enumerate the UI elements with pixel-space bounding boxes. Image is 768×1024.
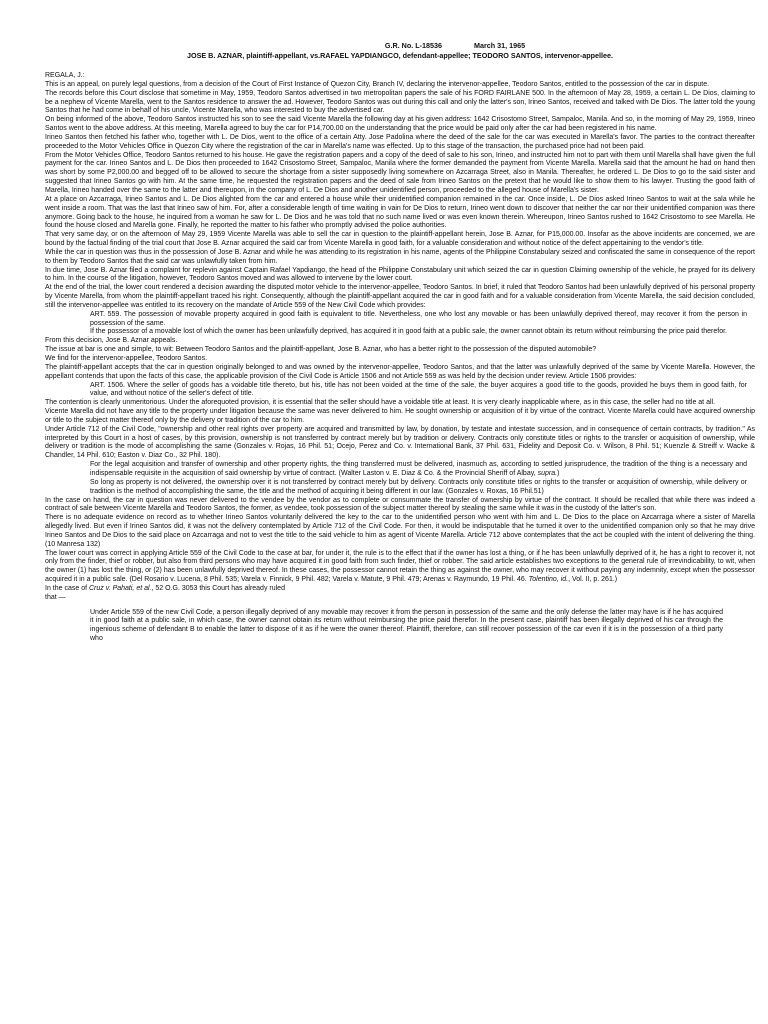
author-line: REGALA, J.: <box>45 72 85 79</box>
paragraph: The contention is clearly unmeritorious. Under the aforequoted provision, it is essential that the seller should have a voidable title at least. It is very clearly inapplicable where, as in this case, the seller had no title at all. <box>45 399 716 407</box>
case-date: March 31, 1965 <box>473 41 526 50</box>
block-quote: Under Article 559 of the new Civil Code, a person illegally deprived of any movable may recover it from the person in possession of the same and the only defense the latter may have is if he has acquired it in good faith at a public sale, in which case, the owner cannot obtain its return without reimbursing the price paid therefor. In the present case, plaintiff has been illegally deprived of his car through the ingenious scheme of defendant B to enable the latter to dispose of it as if he were the owner thereof. Plaintiff, therefore, can still recover possession of the car even if it is in the possession of a third party who <box>90 608 723 643</box>
quoted-jurisprudence: For the legal acquisition and transfer of ownership and other property rights, the thing transferred must be delivered, inasmuch as, according to settled jurisprudence, the tradition of the thing is a necessary and indispensable requisite in the acquisition of said ownership by virtue of contract. (Walter Laston v. E. Diaz & Co. & the Provincial Sheriff of Albay, supra.) <box>90 461 747 477</box>
paragraph: In due time, Jose B. Aznar filed a complaint for replevin against Captain Rafael Yapdiango, the head of the Philippine Constabulary unit which seized the car in question Claiming ownership of the vehicle, he prayed for its delivery to him. In the course of the litigation, however, Teodoro Santos moved and was allowed to intervene by the lower court. <box>45 266 755 283</box>
paragraph: This is an appeal, on purely legal questions, from a decision of the Court of First Instance of Quezon City, Branch IV, declaring the intervenor-appellee, Teodoro Santos, entitled to the possession of the car in dispute. <box>45 80 710 88</box>
case-parties: JOSE B. AZNAR, plaintiff-appellant, vs.RAFAEL YAPDIANGCO, defendant-appellee; TEODORO SANTOS, intervenor-appellee. <box>187 50 613 60</box>
paragraph: The records before this Court disclose that sometime in May, 1959, Teodoro Santos advertised in two metropolitan papers the sale of his FORD FAIRLANE 500. In the afternoon of May 28, 1959, a certain L. De Dios, claiming to be a nephew of Vicente Marella, went to the Santos residence to answer the ad. However, Teodoro Santos was out during this call and only the latter's son, Irineo Santos, received and talked with De Dios. The latter told the young Santos that he had come in behalf of his uncle, Vicente Marella, who was interested to buy the advertised car. <box>45 89 755 115</box>
paragraph: On being informed of the above, Teodoro Santos instructed his son to see the said Vicente Marella the following day at his given address: 1642 Crisostomo Street, Sampaloc, Manila. And so, in the morning of May 29, 1959, Irineo Santos went to the above address. At this meeting, Marella agreed to buy the car for P14,700.00 on the understanding that the price would be paid only after the car had been registered in his name. <box>45 116 755 133</box>
paragraph: At the end of the trial, the lower court rendered a decision awarding the disputed motor vehicle to the intervenor-appellee, Teodoro Santos. In brief, it ruled that Teodoro Santos had been unlawfully deprived of his personal property by Vicente Marella, from whom the plaintiff-appellant traced his right. Consequently, although the plaintiff-appellant acquired the car in good faith and for a valuable consideration from Vicente Marella, the said decision concluded, still the intervenor-appellee was entitled to its recovery on the mandate of Article 559 of the New Civil Code which provides: <box>45 284 755 309</box>
paragraph: Vicente Marella did not have any title to the property under litigation because the same was never delivered to him. He sought ownership or acquisition of it by virtue of the contract. Vicente Marella could have acquired ownership or title to the subject matter thereof only by the delivery or tradition of the car to him. <box>45 408 755 424</box>
paragraph: The lower court was correct in applying Article 559 of the Civil Code to the case at bar, for under it, the rule is to the effect that if the owner has lost a thing, or if he has been unlawfully deprived of it, he has a right to recover it, not only from the finder, thief or robber, but also from third persons who may have acquired it in good faith from such finder, thief or robber. The said article establishes two exceptions to the general rule of irrevindicability, to wit, when the owner (1) has lost the thing, or (2) has been unlawfully deprived thereof. In these cases, the possessor cannot retain the thing as against the owner, who may recover it without paying any indemnity, except when the possessor acquired it in a public sale. (Del Rosario v. Lucena, 8 Phil. 535; Varela v. Finnick, 9 Phil. 482; Varela v. Matute, 9 Phil. 479; Arenas v. Raymundo, 19 Phil. 46. Tolentino, id., Vol. II, p. 261.) <box>45 549 755 584</box>
paragraph: The issue at bar is one and simple, to wit: Between Teodoro Santos and the plaintiff-appellant, Jose B. Aznar, who has a better right to the possession of the disputed automobile? <box>45 346 597 354</box>
quoted-jurisprudence: So long as property is not delivered, the ownership over it is not transferred by contract merely but by delivery. Contracts only constitute titles or rights to the transfer or acquisition of ownership, while delivery or tradition is the method of accomplishing the same, the title and the method of acquiring it being different in our law. (Gonzales v. Roxas, 16 Phil.51) <box>90 478 747 495</box>
case-number: G.R. No. L-18536 <box>384 41 442 50</box>
quoted-article: If the possessor of a movable lost of which the owner has been unlawfully deprived, has acquired it in good faith at a public sale, the owner cannot obtain its return without reimbursing the price paid therefor. <box>90 328 727 336</box>
paragraph: In the case of Cruz v. Pahati, et al., 52 O.G. 3053 this Court has already ruled that — <box>45 584 285 601</box>
paragraph: At a place on Azcarraga, Irineo Santos and L. De Dios alighted from the car and entered a house while their unidentified companion remained in the car. Once inside, L. De Dios asked Irineo Santos to wait at the sala while he went inside a room. That was the last that Irineo saw of him. For, after a considerable length of time waiting in vain for De Dios to return, Irineo went down to discover that neither the car nor their unidentified companion was there anymore. Going back to the house, he inquired from a woman he saw for L. De Dios and he was told that no such name lived or was even known therein. Whereupon, Irineo Santos rushed to 1642 Crisostomo to see Marella. He found the house closed and Marella gone. Finally, he reported the matter to his father who promptly advised the police authorities. <box>45 195 755 230</box>
quoted-article: ART. 1506. Where the seller of goods has a voidable title thereto, but his, title has not been voided at the time of the sale, the buyer acquires a good title to the goods, provided he buys them in good faith, for value, and without notice of the seller's defect of title. <box>90 381 747 398</box>
paragraph: Under Article 712 of the Civil Code, "ownership and other real rights over property are acquired and transmitted by law, by donation, by testate and intestate succession, and in consequence of certain contracts, by tradition." As interpreted by this Court in a host of cases, by this provision, ownership is not transferred by contract merely but by tradition or delivery. Contracts only constitute titles or rights to the transfer or acquisition of ownership, while delivery or tradition is the mode of accomplishing the same (Gonzales v. Rojas, 16 Phil. 51; Ocejo, Perez and Co. v. International Bank, 37 Phil. 631, Fidelity and Deposit Co. v. Wilson, 8 Phil. 51; Kuenzle & Streiff v. Wacke & Chandler, 14 Phil. 610; Easton v. Diaz Co., 32 Phil. 180). <box>45 425 755 460</box>
quoted-article: ART. 559. The possession of movable property acquired in good faith is equivalent to title. Nevertheless, one who lost any movable or has been unlawfully deprived thereof, may recover it from the person in possession of the same. <box>90 310 747 327</box>
paragraph: Irineo Santos then fetched his father who, together with L. De Dios, went to the office of a certain Atty. Jose Padolina where the deed of the sale for the car was executed in Marella's favor. The parties to the contract thereafter proceeded to the Motor Vehicles Office in Quezon City where the registration of the car in Marella's name was effected. Up to this stage of the transaction, the purchased price had not been paid. <box>45 133 755 150</box>
paragraph: The plaintiff-appellant accepts that the car in question originally belonged to and was owned by the intervenor-appellee, Teodoro Santos, and that the latter was unlawfully deprived of the same by Vicente Marella. However, the appellant contends that upon the facts of this case, the applicable provision of the Civil Code is Article 1506 and not Article 559 as was held by the decision under review. Article 1506 provides: <box>45 363 755 380</box>
paragraph: From this decision, Jose B. Aznar appeals. <box>45 337 178 345</box>
paragraph: That very same day, or on the afternoon of May 29, 1959 Vicente Marella was able to sell the car in question to the plaintiff-appellant herein, Jose B. Aznar, for P15,000.00. Insofar as the above incidents are concerned, we are bound by the factual finding of the trial court that Jose B. Aznar acquired the said car from Vicente Marella in good faith, for a valuable consideration and without notice of the defect appertaining to the vendor's title. <box>45 231 755 248</box>
paragraph: There is no adequate evidence on record as to whether Irineo Santos voluntarily delivered the key to the car to the unidentified person who went with him and L. De Dios to the place on Azcarraga where a sister of Marella allegedly lived. But even if Irineo Santos did, it was not the delivery contemplated by Article 712 of the Civil Code. For then, it would be indisputable that he turned it over to the unidentified companion only so that he may drive Irineo Santos and De Dios to the said place on Azcarraga and not to vest the title to the said vehicle to him as agent of Vicente Marella. Article 712 above contemplates that the act be coupled with the intent of delivering the thing. (10 Manresa 132) <box>45 514 755 548</box>
paragraph: While the car in question was thus in the possession of Jose B. Aznar and while he was attending to its registration in his name, agents of the Philippine Constabulary seized and confiscated the same in consequence of the report to them by Teodoro Santos that the said car was unlawfully taken from him. <box>45 248 755 265</box>
paragraph: We find for the intervenor-appellee, Teodoro Santos. <box>45 355 208 362</box>
paragraph: From the Motor Vehicles Office, Teodoro Santos returned to his house. He gave the registration papers and a copy of the deed of sale to his son, Irineo, and instructed him not to part with them until Marella shall have given the full payment for the car. Irineo Santos and L. De Dios then proceeded to 1642 Crisostomo Street, Sampaloc, Manila where the former demanded the payment from Vicente Marella. Marella said that the amount he had on hand then was short by some P2,000.00 and begged off to be allowed to secure the shortage from a sister supposedly living somewhere on Azcarraga Street, also in Manila. Thereafter, he ordered L. De Dios to go to the said sister and suggested that Irineo Santos go with him. At the same time, he requested the registration papers and the deed of sale from Irineo Santos on the pretext that he would like to show them to his lawyer. Trusting the good faith of Marella, Irineo handed over the same to the latter and thereupon, in the company of L. De Dios and another unidentified person, proceeded to the alleged house of Marella's sister. <box>45 151 755 194</box>
paragraph: In the case on hand, the car in question was never delivered to the vendee by the vendor as to complete or consummate the transfer of ownership by virtue of the contract. It should be recalled that while there was indeed a contract of sale between Vicente Marella and Teodoro Santos, the former, as vendee, took possession of the subject matter thereof by stealing the same while it was in the custody of the latter's son. <box>45 496 755 513</box>
case-header-line <box>45 41 755 51</box>
